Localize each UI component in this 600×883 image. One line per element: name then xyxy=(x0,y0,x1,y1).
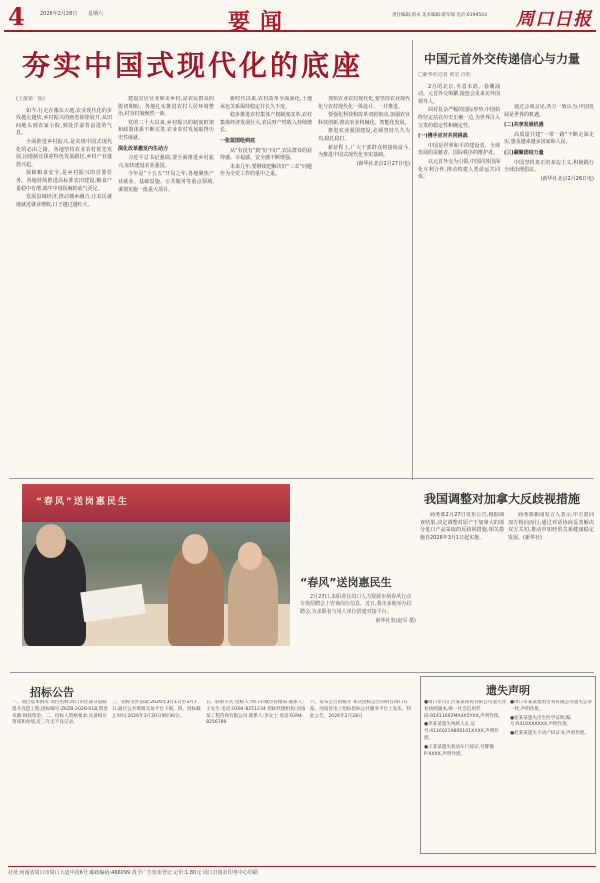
tender-text: 六、发布公告的媒介 本次招标公告同时在周口日报、河南省电子招标投标公共服务平台上发布。特此公告。2026年2月28日 xyxy=(310,700,412,719)
tender-column-2 xyxy=(112,700,202,860)
article-signature: (新华社北京2月27日电) xyxy=(356,160,410,167)
paragraph: 面对复杂严峻的国际形势,中国始终坚定站在历史正确一边,为世界注入宝贵的稳定性和确定性。 xyxy=(418,107,500,129)
lead-continuation: (上接第一版) xyxy=(16,96,45,102)
subheading: (二)共享发展机遇 xyxy=(504,122,544,129)
story2-column-2 xyxy=(504,104,594,472)
story3-column-2 xyxy=(508,512,594,668)
paragraph: 商务部新闻发言人表示,中方愿同加方相向而行,通过对话协商妥善解决双方关切,推动中加经贸关系健康稳定发展。(新华社) xyxy=(508,512,594,541)
section-name: 要闻 xyxy=(228,9,293,35)
issue-date: 2026年2月28日 xyxy=(40,11,78,17)
lead-column-2 xyxy=(118,96,214,468)
notice-item: ●周口市某某建筑劳务有限公司遗失公章一枚,声明作废。 xyxy=(510,700,593,712)
story2-headline: 中国元首外交传递信心与力量 xyxy=(424,52,581,66)
newspaper-logo: 周口日报 xyxy=(516,9,592,30)
paragraph: 从“有没有”到“好不好”,农民群众的获得感、幸福感、安全感不断增强。 xyxy=(220,147,312,162)
caption-text: 2月27日,求职者在周口人力资源市场春风行动专场招聘会上咨询岗位信息。近日,我市多地举办招聘会,为求职者与用人单位搭建对接平台。 xyxy=(300,594,412,615)
tender-notice-title: 招标公告 xyxy=(30,686,74,699)
issue-weekday: 星期六 xyxy=(88,11,104,17)
paragraph: 2月的北京,冬意未消、春潮涌动。元首外交频繁,接连会见来访外国领导人。 xyxy=(418,83,500,105)
notice-item: ●周口市川汇区某某商贸有限公司遗失营业执照副本,统一社会信用代码:91411602MA4X5YXX,声明作废。 xyxy=(424,700,507,719)
lead-column-1 xyxy=(16,96,112,468)
paragraph: 党的二十大以来,乡村振兴的制度框架和政策体系不断完善,农业农村发展取得历史性成就。 xyxy=(118,119,214,141)
notice-item: ●王某某遗失机动车行驶证,号牌豫P·XXXX,声明作废。 xyxy=(424,744,494,757)
paragraph: 习近平总书记强调,要全面推进乡村振兴,加快建设农业强国。 xyxy=(118,155,214,169)
column-divider xyxy=(412,40,413,480)
story2-byline: □新华社记者 黄宏 冯松 xyxy=(418,72,471,78)
tender-column-3 xyxy=(206,700,306,860)
page-number: 4 xyxy=(8,2,25,31)
news-photo xyxy=(22,484,290,646)
paragraph: 如今,行走在豫东大地,农业现代化的步伐越走越快,乡村振兴的画卷徐徐展开,从田间地头到农家小院,到处洋溢着奋进的气息。 xyxy=(16,107,112,137)
tender-text: 一、项目基本情况 项目名称:周口市区部分道路提升改造工程,招标编号:ZKZB-2026-018,资金来源:财政资金。二、投标人资格要求:具备相应资质和业绩,近三年无不良记录。 xyxy=(12,700,108,726)
masthead xyxy=(4,2,596,35)
photo-person-head xyxy=(238,542,262,570)
tender-column-1 xyxy=(12,700,108,860)
paragraph: 要强化科技和改革双轮驱动,加强农业科技创新,推动农业机械化、智能化发展。 xyxy=(318,112,410,126)
paragraph: 发展县域经济,推动城乡融合,让农民就地就近就业增收,日子越过越红火。 xyxy=(16,194,112,208)
paragraph: 新征程上,广大干部群众将接续奋斗,为推进中国式现代化夯实基础。 xyxy=(318,144,410,159)
photo-banner xyxy=(22,484,290,522)
tender-column-4 xyxy=(310,700,412,860)
paragraph: 通过会谈会见,各方一致认为,中国发展是世界的机遇。 xyxy=(504,104,594,118)
photo-credit: 新华社发(赵军 摄) xyxy=(375,618,416,625)
paragraph: 推进农业强国建设,必须坚持久久为功,稳扎稳打。 xyxy=(318,128,410,142)
photo-person-head xyxy=(182,534,208,564)
article-signature: (新华社北京2月26日电) xyxy=(540,175,594,182)
lost-notice-column-1 xyxy=(424,700,508,850)
paragraph: 商务部2月27日发布公告,根据调查结果,决定调整对原产于加拿大的部分进口产品采取的反歧视措施,相关措施自2026年3月1日起实施。 xyxy=(420,512,504,541)
paragraph: 全面推进乡村振兴,是实现中国式现代化的必由之路。各地坚持农业农村优先发展,因地制宜探索特色发展路径,乡村产业蓬勃兴起。 xyxy=(16,138,112,168)
paragraph: 中国坚持真正的多边主义,积极践行全球治理倡议。 xyxy=(504,159,594,174)
paragraph: 未来几年,要继续把解决好“三农”问题作为全党工作的重中之重。 xyxy=(220,163,312,178)
lead-headline: 夯实中国式现代化的底座 xyxy=(22,49,364,82)
story3-headline: 我国调整对加拿大反歧视措施 xyxy=(424,492,581,506)
story3-column-1 xyxy=(420,512,504,668)
paragraph: 新时代以来,农村改革全面深化,土地承包关系保持稳定并长久不变。 xyxy=(220,96,312,110)
lost-notice-column-2 xyxy=(510,700,594,850)
paragraph: 稳步推进农村集体产权制度改革,农村集体经济发展壮大,农民财产性收入持续增长。 xyxy=(220,112,312,134)
subheading: (一)携手应对共同挑战 xyxy=(418,133,468,140)
photo-caption-title: “春风”送岗惠民生 xyxy=(300,576,392,589)
lead-column-3 xyxy=(220,96,312,468)
subheading: (三)凝聚团结力量 xyxy=(504,149,544,156)
subheading: 深化改革激发内生动力 xyxy=(118,145,169,152)
paragraph: 以元首外交为引领,中国同各国深化互利合作,推动构建人类命运共同体。 xyxy=(418,158,500,181)
lost-notice-title: 遗失声明 xyxy=(486,684,530,697)
page-footer: 社址:河南省周口市周口大道中段6号 邮政编码:466099 准予广告发布登记 定价:1.80元 周口日报社印务中心印刷 xyxy=(8,866,596,876)
paragraph: 保障粮食安全,是乡村振兴的首要任务。各地持续推进高标准农田建设,粮食产量稳中有增,端牢中国饭碗的底气更足。 xyxy=(16,170,112,192)
notice-item: ●赵某某遗失不动产权证书,声明作废。 xyxy=(510,731,589,737)
banner-text: “春风”送岗惠民生 xyxy=(36,497,129,507)
editor-credits: 责任编辑:郭永 美术编辑:蔡军瑞 电话:6199503 xyxy=(392,13,487,18)
paragraph: 中国是世界和平的建设者、全球发展的贡献者、国际秩序的维护者。 xyxy=(418,142,500,157)
photo-person-head xyxy=(36,524,66,558)
paragraph: 高质量共建“一带一路”不断走深走实,惠及越来越多国家和人民。 xyxy=(504,131,594,146)
subheading: 一张蓝图绘到底 xyxy=(220,137,256,144)
notice-item: ●张某某遗失出生医学证明,编号:R410XXXXXX,声明作废。 xyxy=(510,715,572,728)
tender-text: 五、联系方式 招标人:周口市城市管理局 联系人:王先生 电话:0394-8251234 招标代理机构:河南某工程咨询有限公司 联系人:李女士 电话:0394-8256789 xyxy=(206,700,306,726)
section-divider xyxy=(10,478,594,479)
story2-column-1 xyxy=(418,72,500,472)
section-divider xyxy=(10,672,594,673)
tender-text: 三、招标文件获取:2026年3月1日至3月7日,通过公共资源交易平台下载。四、投标截止时间:2026年3月20日9时30分。 xyxy=(112,700,201,719)
notice-item: ●李某某遗失残疾人证,证号:41160219800101XXXX,声明作废。 xyxy=(424,722,499,741)
paragraph: 今年是“十五五”开局之年,各地聚焦产业就业、基础设施、公共服务等重点领域,谋划实施一批重大项目。 xyxy=(118,171,214,193)
paragraph: 加快农业农村现代化,要坚持农业现代化与农村现代化一体设计、一并推进。 xyxy=(318,96,410,110)
photo-caption xyxy=(300,594,416,626)
paragraph: 建设宜居宜业和美乡村,是农民群众的殷切期盼。各地扎实推进农村人居环境整治,村容村貌焕然一新。 xyxy=(118,96,214,118)
lead-column-4 xyxy=(318,96,410,468)
